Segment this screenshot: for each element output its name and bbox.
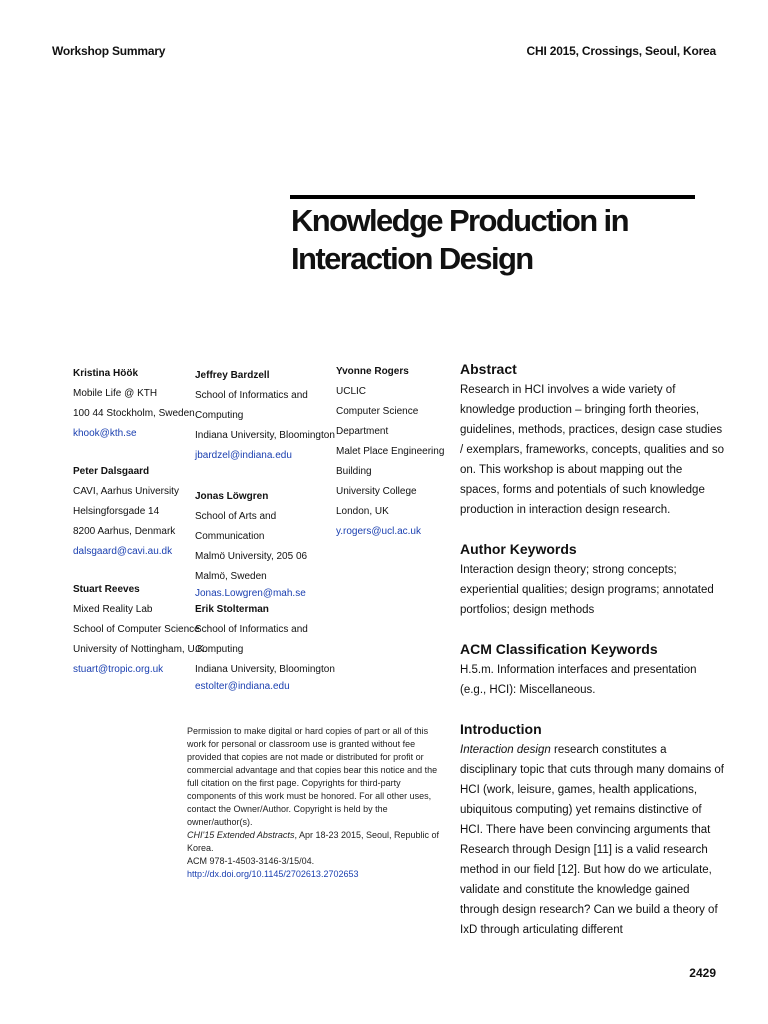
author-email-link[interactable]: jbardzel@indiana.edu — [195, 450, 292, 461]
author-email-link[interactable]: Jonas.Lowgren@mah.se — [195, 588, 306, 599]
author-block-bardzell — [195, 366, 335, 466]
author-block-dalsgaard — [73, 462, 213, 562]
author-name: Jeffrey Bardzell — [195, 370, 270, 381]
author-name: Erik Stolterman — [195, 604, 269, 615]
section-heading: Abstract — [460, 361, 517, 377]
author-email-link[interactable]: y.rogers@ucl.ac.uk — [336, 526, 421, 537]
author-address: Indiana University, Bloomington — [195, 430, 335, 441]
permission-text: Permission to make digital or hard copies of part or all of this work for personal or classroom use is granted without fee provided that copies are not made or distributed for profit or commercial advantage and that copies bear this notice and the full citation on the first page. Copyrights for third-party components of this work must be honored. For all other uses, contact the Owner/Author. Copyright is held by the owner/author(s). — [187, 726, 438, 827]
title-rule — [290, 195, 695, 199]
author-block-hook — [73, 364, 213, 444]
author-address: Helsingforsgade 14 — [73, 506, 160, 517]
author-keywords-section — [460, 538, 725, 620]
author-block-lowgren — [195, 487, 330, 601]
running-header-right: CHI 2015, Crossings, Seoul, Korea — [526, 44, 716, 58]
intro-body: research constitutes a disciplinary topic that cuts through many domains of HCI (work, leisure, games, health applications, ubiquitous computing) yet remains distinctive of HCI. There have been convincing arguments that Research through Design [11] is a valid research method in our field [12]. But how do we articulate, validate and constitute the knowledge gained through design research? Can we build a theory of IxD through articulating different — [460, 744, 724, 936]
author-affiliation: CAVI, Aarhus University — [73, 486, 179, 497]
author-name: Kristina Höök — [73, 368, 139, 379]
author-address: 100 44 Stockholm, Sweden — [73, 408, 195, 419]
author-affiliation: School of Informatics and Computing — [195, 624, 308, 655]
permission-notice — [187, 725, 442, 881]
author-address: 8200 Aarhus, Denmark — [73, 526, 176, 537]
section-heading: Author Keywords — [460, 541, 577, 557]
author-affiliation: School of Arts and Communication — [195, 511, 277, 542]
author-affiliation: Computer Science Department — [336, 406, 419, 437]
author-affiliation: Mixed Reality Lab — [73, 604, 153, 615]
author-name: Jonas Löwgren — [195, 491, 269, 502]
abstract-section — [460, 358, 725, 520]
introduction-section — [460, 718, 725, 940]
acm-keywords-section — [460, 638, 725, 700]
author-email-link[interactable]: stuart@tropic.org.uk — [73, 664, 164, 675]
venue-line — [187, 829, 442, 855]
venue-italic: CHI'15 Extended Abstracts — [187, 830, 295, 840]
author-keywords-text: Interaction design theory; strong concepts; experiential qualities; design programs; annotated portfolios; design methods — [460, 564, 714, 616]
page-number: 2429 — [689, 966, 716, 980]
author-name: Yvonne Rogers — [336, 366, 409, 377]
author-affiliation: Mobile Life @ KTH — [73, 388, 158, 399]
author-affiliation: School of Informatics and Computing — [195, 390, 308, 421]
author-address: Indiana University, Bloomington — [195, 664, 335, 675]
author-address: University of Nottingham, U.K. — [73, 644, 207, 655]
author-name: Peter Dalsgaard — [73, 466, 150, 477]
author-address: Malet Place Engineering Building — [336, 446, 445, 477]
author-block-stolterman — [195, 600, 335, 694]
acm-isbn: ACM 978-1-4503-3146-3/15/04. — [187, 856, 315, 866]
paper-title: Knowledge Production in Interaction Design — [291, 203, 628, 276]
author-affiliation: UCLIC — [336, 386, 367, 397]
author-email-link[interactable]: estolter@indiana.edu — [195, 681, 290, 692]
author-affiliation: School of Computer Science — [73, 624, 200, 635]
introduction-text — [460, 740, 725, 940]
section-heading: Introduction — [460, 721, 542, 737]
author-name: Stuart Reeves — [73, 584, 140, 595]
doi-link[interactable]: http://dx.doi.org/10.1145/2702613.2702653 — [187, 869, 359, 879]
author-email-link[interactable]: dalsgaard@cavi.au.dk — [73, 546, 173, 557]
running-header-left: Workshop Summary — [52, 44, 166, 58]
intro-lead-italic: Interaction design — [460, 744, 551, 756]
author-address: University College London, UK — [336, 486, 417, 517]
section-heading: ACM Classification Keywords — [460, 641, 658, 657]
abstract-text: Research in HCI involves a wide variety of knowledge production – bringing forth theories, guidelines, methods, practices, design case studies / exemplars, frameworks, concepts, qualities and so on. This workshop is about mapping out the spaces, forms and potentials of such knowledge production in interaction design research. — [460, 384, 724, 516]
author-block-rogers — [336, 362, 454, 542]
author-email-link[interactable]: khook@kth.se — [73, 428, 137, 439]
acm-keywords-text: H.5.m. Information interfaces and presentation (e.g., HCI): Miscellaneous. — [460, 664, 697, 696]
author-address: Malmö University, 205 06 Malmö, Sweden — [195, 551, 308, 582]
venue-rest: , Apr 18-23 2015, Seoul, Republic of Korea. — [187, 830, 440, 853]
